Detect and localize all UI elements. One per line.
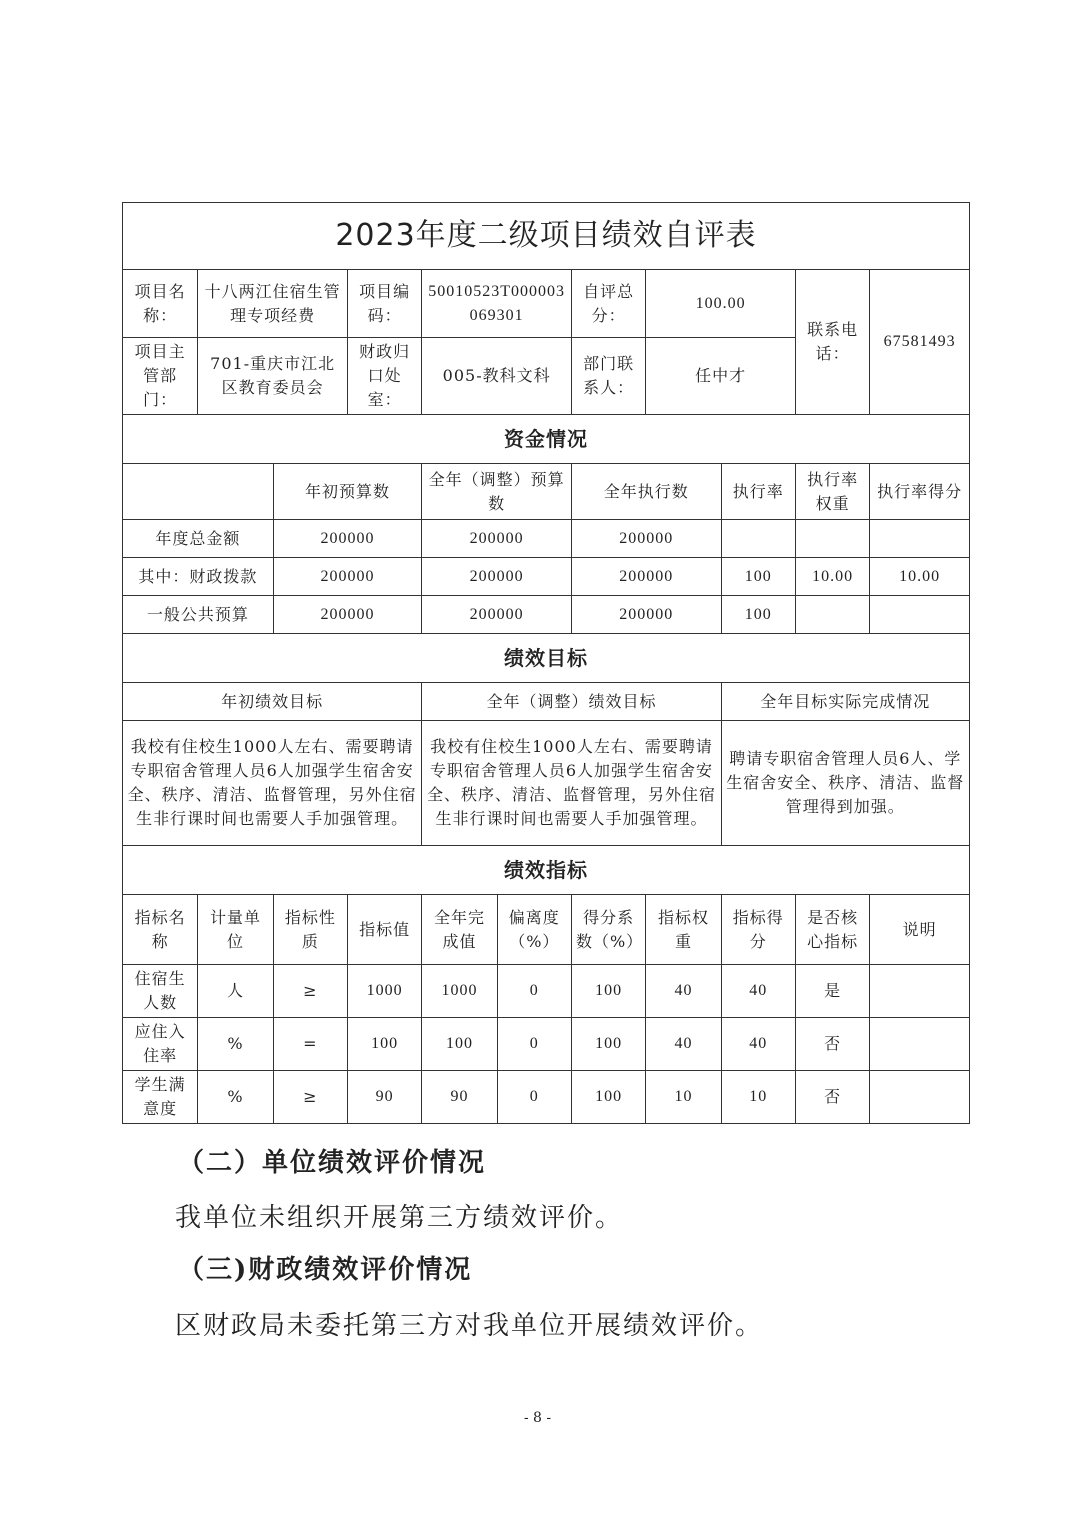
ind-note	[870, 1071, 970, 1124]
ind-note	[870, 965, 970, 1018]
ind-weight: 40	[646, 965, 721, 1018]
ind-value: 100	[347, 1018, 421, 1071]
phone-label: 联系电话：	[795, 270, 869, 415]
funds-row	[123, 520, 970, 558]
self-evaluation-table	[122, 202, 970, 1124]
funds-score	[870, 596, 970, 634]
ind-nature: =	[273, 1018, 347, 1071]
funds-rate	[721, 520, 795, 558]
ind-weight: 10	[646, 1071, 721, 1124]
section-heading-unit-evaluation: （二）单位绩效评价情况	[178, 1148, 487, 1178]
funds-weight: 10.00	[795, 558, 869, 596]
ind-value: 90	[347, 1071, 421, 1124]
ind-done: 90	[422, 1071, 497, 1124]
funds-adjusted: 200000	[422, 596, 572, 634]
ind-header: 指标得分	[721, 895, 795, 965]
funds-weight	[795, 520, 869, 558]
ind-nature: ≥	[273, 965, 347, 1018]
ind-coef: 100	[571, 1018, 645, 1071]
ind-header: 指标性质	[273, 895, 347, 965]
funds-row	[123, 596, 970, 634]
ind-dev: 0	[497, 1018, 571, 1071]
paragraph-finance-evaluation: 区财政局未委托第三方对我单位开展绩效评价。	[175, 1311, 764, 1341]
ind-weight: 40	[646, 1018, 721, 1071]
funds-initial: 200000	[273, 520, 422, 558]
funds-section-title: 资金情况	[123, 415, 970, 464]
funds-adjusted: 200000	[422, 558, 572, 596]
score-label: 自评总分：	[571, 270, 645, 338]
goals-header: 全年（调整）绩效目标	[422, 683, 721, 721]
code-label: 项目编码：	[347, 270, 421, 338]
dept-label: 项目主管部门：	[123, 338, 198, 415]
code-value: 50010523T000003069301	[422, 270, 572, 338]
funds-score: 10.00	[870, 558, 970, 596]
funds-header: 全年（调整）预算数	[422, 464, 572, 520]
name-label: 项目名称：	[123, 270, 198, 338]
ind-header: 是否核心指标	[795, 895, 869, 965]
goal-initial: 我校有住校生1000人左右、需要聘请专职宿舍管理人员6人加强学生宿舍安全、秩序、清洁、监督管理，另外住宿生非行课时间也需要人手加强管理。	[123, 721, 422, 846]
ind-nature: ≥	[273, 1071, 347, 1124]
office-label: 财政归口处室：	[347, 338, 421, 415]
contact-value: 任中才	[646, 338, 796, 415]
ind-header: 指标名称	[123, 895, 198, 965]
goals-header: 全年目标实际完成情况	[721, 683, 969, 721]
ind-done: 1000	[422, 965, 497, 1018]
ind-header: 全年完成值	[422, 895, 497, 965]
goal-adjusted: 我校有住校生1000人左右、需要聘请专职宿舍管理人员6人加强学生宿舍安全、秩序、清洁、监督管理，另外住宿生非行课时间也需要人手加强管理。	[422, 721, 721, 846]
funds-rate: 100	[721, 558, 795, 596]
ind-score: 40	[721, 965, 795, 1018]
section-heading-finance-evaluation: （三)财政绩效评价情况	[178, 1255, 473, 1285]
indicator-row	[123, 1018, 970, 1071]
score-value: 100.00	[646, 270, 796, 338]
ind-dev: 0	[497, 965, 571, 1018]
goal-actual: 聘请专职宿舍管理人员6人、学生宿舍安全、秩序、清洁、监督管理得到加强。	[721, 721, 969, 846]
ind-score: 40	[721, 1018, 795, 1071]
ind-note	[870, 1018, 970, 1071]
ind-core: 否	[795, 1018, 869, 1071]
ind-header: 计量单位	[198, 895, 273, 965]
paragraph-unit-evaluation: 我单位未组织开展第三方绩效评价。	[175, 1203, 624, 1233]
ind-header: 得分系数（%）	[571, 895, 645, 965]
funds-initial: 200000	[273, 558, 422, 596]
page-number: - 8 -	[523, 1410, 552, 1426]
funds-executed: 200000	[571, 520, 721, 558]
funds-header: 执行率权重	[795, 464, 869, 520]
name-value: 十八两江住宿生管理专项经费	[198, 270, 348, 338]
funds-executed: 200000	[571, 596, 721, 634]
dept-value: 701-重庆市江北区教育委员会	[198, 338, 348, 415]
funds-adjusted: 200000	[422, 520, 572, 558]
ind-header: 说明	[870, 895, 970, 965]
ind-core: 是	[795, 965, 869, 1018]
ind-name: 学生满意度	[123, 1071, 198, 1124]
funds-header: 执行率	[721, 464, 795, 520]
ind-unit: %	[198, 1071, 273, 1124]
indicators-section-title: 绩效指标	[123, 846, 970, 895]
ind-coef: 100	[571, 965, 645, 1018]
funds-row-label: 其中：财政拨款	[123, 558, 274, 596]
funds-initial: 200000	[273, 596, 422, 634]
table-title: 2023年度二级项目绩效自评表	[123, 203, 970, 270]
indicator-row	[123, 1071, 970, 1124]
goals-header: 年初绩效目标	[123, 683, 422, 721]
funds-row-label: 年度总金额	[123, 520, 274, 558]
ind-name: 应住入住率	[123, 1018, 198, 1071]
phone-value: 67581493	[870, 270, 970, 415]
contact-label: 部门联系人：	[571, 338, 645, 415]
ind-unit: %	[198, 1018, 273, 1071]
funds-header: 执行率得分	[870, 464, 970, 520]
ind-header: 指标值	[347, 895, 421, 965]
ind-name: 住宿生人数	[123, 965, 198, 1018]
indicator-row	[123, 965, 970, 1018]
ind-header: 指标权重	[646, 895, 721, 965]
ind-dev: 0	[497, 1071, 571, 1124]
funds-score	[870, 520, 970, 558]
funds-header-blank	[123, 464, 274, 520]
funds-header: 年初预算数	[273, 464, 422, 520]
funds-weight	[795, 596, 869, 634]
ind-core: 否	[795, 1071, 869, 1124]
ind-coef: 100	[571, 1071, 645, 1124]
ind-unit: 人	[198, 965, 273, 1018]
funds-header: 全年执行数	[571, 464, 721, 520]
ind-done: 100	[422, 1018, 497, 1071]
ind-value: 1000	[347, 965, 421, 1018]
funds-executed: 200000	[571, 558, 721, 596]
goals-section-title: 绩效目标	[123, 634, 970, 683]
ind-header: 偏离度（%）	[497, 895, 571, 965]
funds-row	[123, 558, 970, 596]
funds-row-label: 一般公共预算	[123, 596, 274, 634]
ind-score: 10	[721, 1071, 795, 1124]
funds-rate: 100	[721, 596, 795, 634]
office-value: 005-教科文科	[422, 338, 572, 415]
